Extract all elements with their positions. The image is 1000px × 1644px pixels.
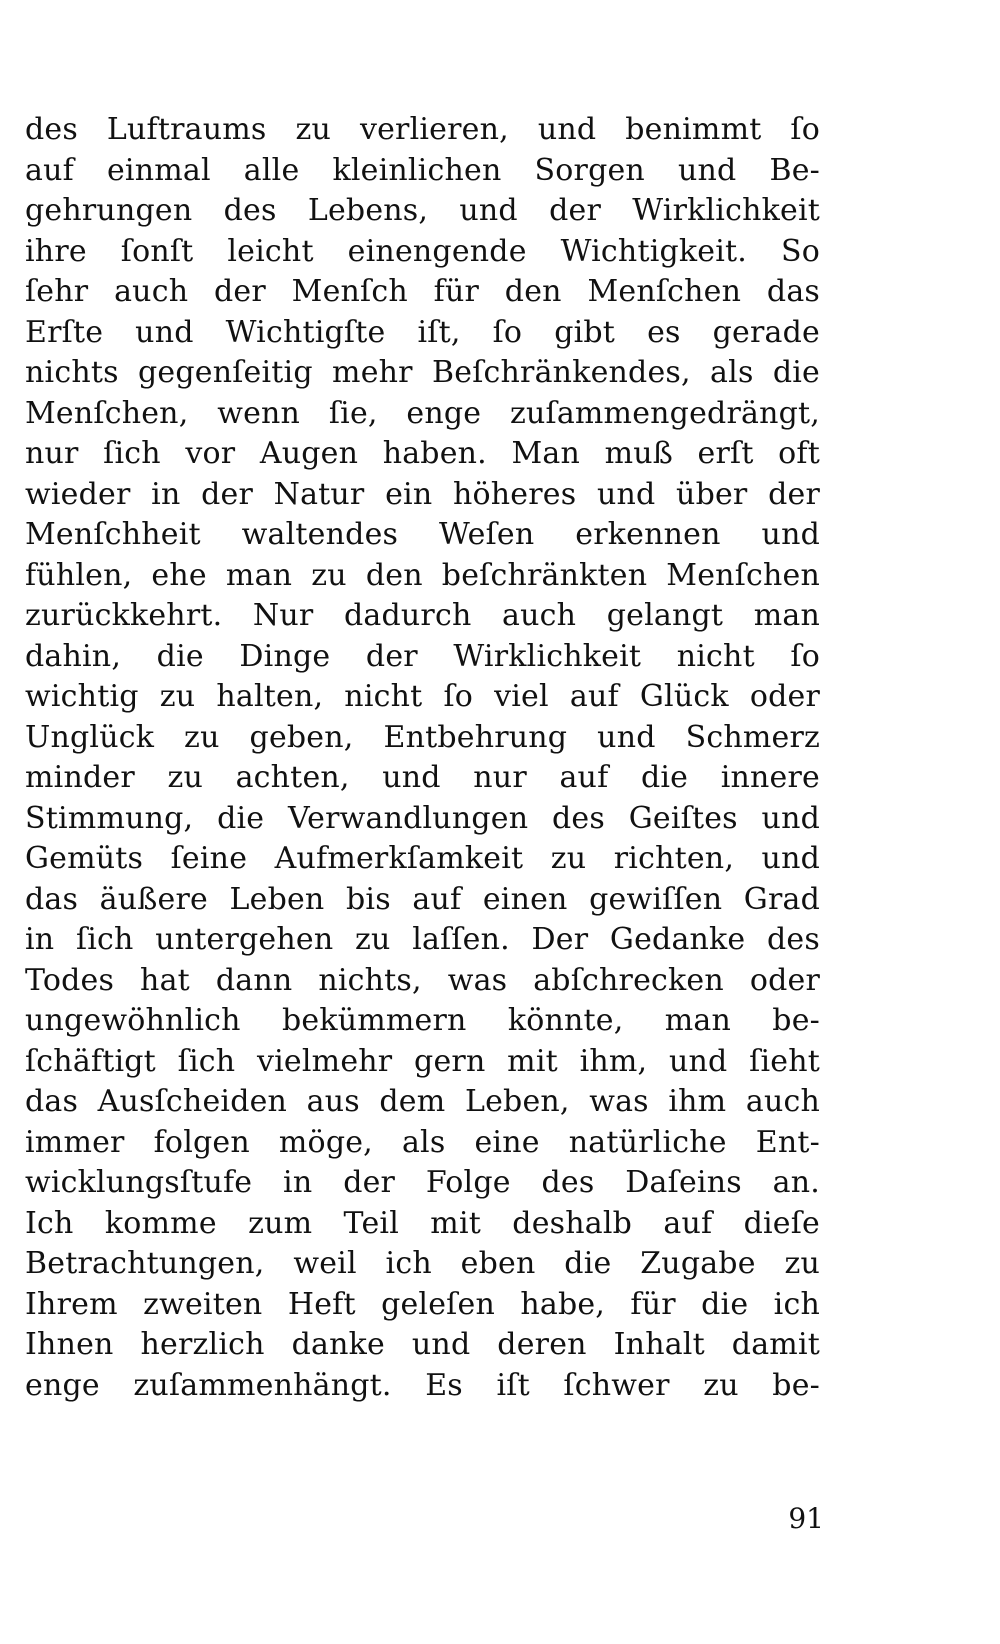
text-line: das äußere Leben bis auf einen gewiſſen Grad [25, 881, 820, 917]
text-line: des Luftraums zu verlieren, und benimmt ſo [25, 112, 820, 147]
text-line: zurückkehrt. Nur dadurch auch gelangt man [25, 598, 820, 633]
text-line: enge zuſammenhängt. Es iſt ſchwer zu be- [25, 1367, 820, 1403]
text-line: Unglück zu geben, Entbehrung und Schmerz [25, 719, 820, 755]
text-line: wieder in der Natur ein höheres und über der [25, 476, 820, 512]
text-line: ungewöhnlich bekümmern könnte, man be- [25, 1003, 820, 1038]
text-line: Ich komme zum Teil mit deshalb auf dieſe [25, 1205, 820, 1241]
text-line: ſehr auch der Menſch für den Menſchen das [25, 274, 820, 309]
text-line: ſchäftigt ſich vielmehr gern mit ihm, und ſieht [25, 1043, 820, 1079]
text-line: wicklungsſtufe in der Folge des Daſeins an. [25, 1165, 820, 1200]
text-line: Gemüts ſeine Aufmerkſamkeit zu richten, und [25, 841, 820, 876]
text-line: Stimmung, die Verwandlungen des Geiſtes und [25, 800, 820, 836]
text-line: nichts gegenſeitig mehr Beſchränkendes, als die [25, 355, 820, 390]
text-line: Erſte und Wichtigſte iſt, ſo gibt es gerade [25, 314, 820, 350]
text-line: Todes hat dann nichts, was abſchrecken oder [25, 962, 820, 998]
text-line: ihre ſonſt leicht einengende Wichtigkeit. So [25, 233, 820, 269]
text-line: Ihrem zweiten Heft geleſen habe, für die ich [25, 1286, 820, 1322]
text-line: Menſchheit waltendes Weſen erkennen und [25, 517, 820, 552]
page-number: 91 [788, 1502, 824, 1535]
text-line: Betrachtungen, weil ich eben die Zugabe zu [25, 1246, 820, 1281]
text-line: auf einmal alle kleinlichen Sorgen und Be- [25, 152, 820, 188]
text-line: fühlen, ehe man zu den beſchränkten Menſchen [25, 557, 820, 593]
text-line: nur ſich vor Augen haben. Man muß erſt oft [25, 436, 820, 471]
text-line: gehrungen des Lebens, und der Wirklichkeit [25, 193, 820, 228]
text-line: dahin, die Dinge der Wirklichkeit nicht ſo [25, 638, 820, 674]
text-line: das Ausſcheiden aus dem Leben, was ihm auch [25, 1084, 820, 1119]
text-line: minder zu achten, und nur auf die innere [25, 760, 820, 795]
text-line: immer folgen möge, als eine natürliche Ent- [25, 1124, 820, 1160]
text-line: Menſchen, wenn ſie, enge zuſammengedrängt, [25, 395, 820, 431]
body-text [25, 110, 820, 1406]
text-line: in ſich untergehen zu laſſen. Der Gedanke des [25, 922, 820, 957]
text-line: Ihnen herzlich danke und deren Inhalt damit [25, 1327, 820, 1362]
text-line: wichtig zu halten, nicht ſo viel auf Glück oder [25, 679, 820, 714]
